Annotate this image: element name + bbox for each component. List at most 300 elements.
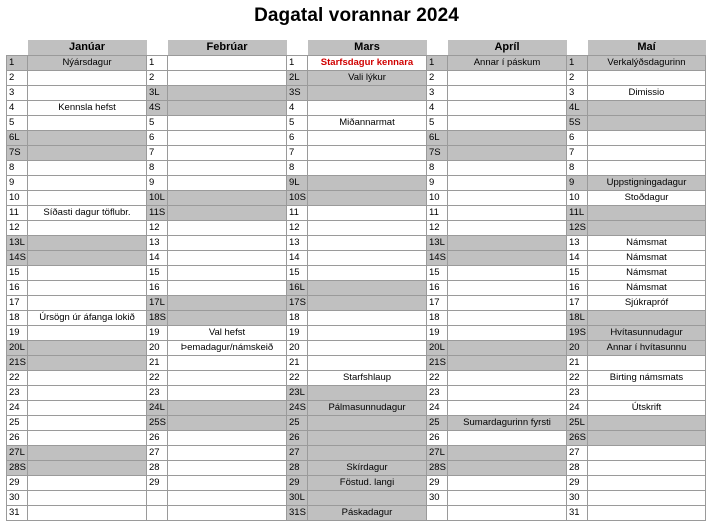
table-row (7, 326, 706, 341)
table-row (7, 236, 706, 251)
day-event (588, 461, 706, 476)
day-event (588, 386, 706, 401)
day-event (588, 446, 706, 461)
day-number: 24S (287, 401, 308, 416)
day-event: Annar í páskum (448, 56, 567, 71)
day-number: 18L (567, 311, 588, 326)
day-event (448, 206, 567, 221)
day-number: 11L (567, 206, 588, 221)
day-number: 7S (7, 146, 28, 161)
day-number: 25 (7, 416, 28, 431)
day-number: 11 (7, 206, 28, 221)
day-event (168, 281, 287, 296)
day-event (168, 356, 287, 371)
day-event (28, 266, 147, 281)
day-event: Nýársdagur (28, 56, 147, 71)
day-event (448, 431, 567, 446)
day-event (168, 176, 287, 191)
day-number: 27L (7, 446, 28, 461)
day-event: Pálmasunnudagur (308, 401, 427, 416)
day-number: 11 (427, 206, 448, 221)
day-event (448, 86, 567, 101)
day-number: 13 (147, 236, 168, 251)
day-event (308, 416, 427, 431)
day-event: Námsmat (588, 266, 706, 281)
day-event (448, 71, 567, 86)
day-event (308, 341, 427, 356)
day-event (28, 356, 147, 371)
day-event (448, 191, 567, 206)
table-row (7, 131, 706, 146)
day-number: 4 (427, 101, 448, 116)
day-number: 25L (567, 416, 588, 431)
day-number: 13 (567, 236, 588, 251)
day-event (308, 206, 427, 221)
table-row (7, 101, 706, 116)
day-number: 7 (567, 146, 588, 161)
day-number: 14 (147, 251, 168, 266)
day-number: 5 (147, 116, 168, 131)
day-event (448, 386, 567, 401)
day-event (308, 86, 427, 101)
day-number: 29 (427, 476, 448, 491)
day-number: 9 (147, 176, 168, 191)
empty-cell (168, 506, 287, 521)
day-number: 26S (567, 431, 588, 446)
day-event (28, 491, 147, 506)
day-event (168, 401, 287, 416)
day-number: 20 (147, 341, 168, 356)
day-event: Föstud. langi (308, 476, 427, 491)
day-event (588, 131, 706, 146)
month-header-april: Apríl (448, 40, 567, 56)
day-event (588, 356, 706, 371)
day-number: 2 (567, 71, 588, 86)
day-event (588, 161, 706, 176)
day-number: 16 (7, 281, 28, 296)
day-number: 7 (147, 146, 168, 161)
day-number: 3L (147, 86, 168, 101)
day-event (588, 71, 706, 86)
day-number: 10 (7, 191, 28, 206)
day-number: 9 (427, 176, 448, 191)
day-event (308, 356, 427, 371)
table-row (7, 446, 706, 461)
day-event (168, 236, 287, 251)
day-event (448, 221, 567, 236)
day-event (448, 161, 567, 176)
day-number: 15 (287, 266, 308, 281)
day-number: 14 (287, 251, 308, 266)
day-event: Sjúkrapróf (588, 296, 706, 311)
day-number: 17 (427, 296, 448, 311)
day-number: 11S (147, 206, 168, 221)
month-header-mai: Maí (588, 40, 706, 56)
day-event (308, 221, 427, 236)
day-event (448, 116, 567, 131)
day-number: 16 (427, 281, 448, 296)
table-row (7, 416, 706, 431)
day-number: 12 (147, 221, 168, 236)
day-event (28, 341, 147, 356)
day-event (448, 326, 567, 341)
day-number: 30 (7, 491, 28, 506)
day-event (168, 146, 287, 161)
day-number: 1 (7, 56, 28, 71)
day-number: 30 (567, 491, 588, 506)
day-event (308, 311, 427, 326)
day-event (448, 281, 567, 296)
day-event (588, 221, 706, 236)
table-row (7, 176, 706, 191)
day-event: Uppstigningadagur (588, 176, 706, 191)
day-number: 23 (7, 386, 28, 401)
day-number: 9 (7, 176, 28, 191)
day-event: Úrsögn úr áfanga lokið (28, 311, 147, 326)
table-row (7, 386, 706, 401)
day-number: 19 (7, 326, 28, 341)
day-number: 8 (427, 161, 448, 176)
day-number: 29 (287, 476, 308, 491)
day-number: 5 (427, 116, 448, 131)
day-number: 21S (427, 356, 448, 371)
day-event (448, 251, 567, 266)
day-event (28, 71, 147, 86)
day-number: 15 (567, 266, 588, 281)
day-number: 13 (287, 236, 308, 251)
day-event (168, 116, 287, 131)
empty-cell (147, 491, 168, 506)
day-event (168, 416, 287, 431)
day-event: Skírdagur (308, 461, 427, 476)
day-event (28, 191, 147, 206)
day-number: 31S (287, 506, 308, 521)
day-number: 10L (147, 191, 168, 206)
day-event (168, 431, 287, 446)
day-event: Námsmat (588, 281, 706, 296)
day-number: 24L (147, 401, 168, 416)
table-row (7, 296, 706, 311)
day-number: 12 (7, 221, 28, 236)
day-number: 12 (287, 221, 308, 236)
day-event (168, 461, 287, 476)
day-event (588, 491, 706, 506)
day-number: 25S (147, 416, 168, 431)
month-header-februar: Febrúar (168, 40, 287, 56)
day-event: Námsmat (588, 251, 706, 266)
day-event (448, 266, 567, 281)
day-number: 25 (287, 416, 308, 431)
day-event (308, 131, 427, 146)
day-number: 3 (567, 86, 588, 101)
table-row (7, 311, 706, 326)
day-number: 2 (147, 71, 168, 86)
day-event (168, 131, 287, 146)
day-number: 18 (427, 311, 448, 326)
day-number: 6 (567, 131, 588, 146)
day-event (588, 431, 706, 446)
table-row (7, 461, 706, 476)
day-number: 22 (427, 371, 448, 386)
day-number: 19S (567, 326, 588, 341)
day-event (308, 386, 427, 401)
day-event (448, 341, 567, 356)
day-event (448, 476, 567, 491)
day-number: 18 (7, 311, 28, 326)
day-event (308, 191, 427, 206)
day-number: 3 (427, 86, 448, 101)
empty-cell (448, 506, 567, 521)
day-event (588, 116, 706, 131)
day-number: 5S (567, 116, 588, 131)
day-number: 2 (7, 71, 28, 86)
day-number: 8 (287, 161, 308, 176)
day-event (448, 101, 567, 116)
day-event (448, 491, 567, 506)
day-number: 8 (7, 161, 28, 176)
day-number: 15 (7, 266, 28, 281)
day-event (308, 266, 427, 281)
day-number: 21 (567, 356, 588, 371)
day-event: Páskadagur (308, 506, 427, 521)
day-number: 24 (7, 401, 28, 416)
day-event: Stoðdagur (588, 191, 706, 206)
day-number: 19 (147, 326, 168, 341)
day-number: 14S (7, 251, 28, 266)
day-event (168, 86, 287, 101)
day-number: 25 (427, 416, 448, 431)
day-number: 30 (427, 491, 448, 506)
day-event (308, 326, 427, 341)
day-number: 17 (7, 296, 28, 311)
day-event (588, 101, 706, 116)
day-event (448, 371, 567, 386)
day-number: 26 (427, 431, 448, 446)
day-number: 1 (147, 56, 168, 71)
day-number: 31 (7, 506, 28, 521)
table-row (7, 431, 706, 446)
day-number: 12 (427, 221, 448, 236)
table-row (7, 206, 706, 221)
day-number: 16L (287, 281, 308, 296)
calendar-body (7, 56, 706, 521)
table-row (7, 356, 706, 371)
day-number: 6L (427, 131, 448, 146)
day-number: 4 (287, 101, 308, 116)
empty-cell (427, 506, 448, 521)
day-event (168, 101, 287, 116)
day-number: 23L (287, 386, 308, 401)
day-number: 29 (147, 476, 168, 491)
day-number: 19 (427, 326, 448, 341)
day-number: 24 (427, 401, 448, 416)
day-number: 28 (147, 461, 168, 476)
day-event (168, 386, 287, 401)
day-event (28, 161, 147, 176)
day-event (28, 116, 147, 131)
day-number: 28 (567, 461, 588, 476)
day-event (308, 176, 427, 191)
day-number: 22 (147, 371, 168, 386)
day-event (448, 176, 567, 191)
table-row (7, 506, 706, 521)
day-event (448, 311, 567, 326)
day-event: Námsmat (588, 236, 706, 251)
day-event (28, 176, 147, 191)
day-number: 17S (287, 296, 308, 311)
day-event: Verkalýðsdagurinn (588, 56, 706, 71)
day-event (448, 446, 567, 461)
day-number: 7S (427, 146, 448, 161)
table-row (7, 491, 706, 506)
day-event (168, 296, 287, 311)
day-event (28, 281, 147, 296)
day-number: 12S (567, 221, 588, 236)
day-event (28, 386, 147, 401)
day-number: 14 (567, 251, 588, 266)
day-number: 9 (567, 176, 588, 191)
empty-cell (147, 506, 168, 521)
day-event: Síðasti dagur töflubr. (28, 206, 147, 221)
day-event (168, 161, 287, 176)
table-row (7, 86, 706, 101)
day-number: 1 (287, 56, 308, 71)
day-event (28, 131, 147, 146)
day-event (28, 251, 147, 266)
day-event (308, 296, 427, 311)
day-event (28, 146, 147, 161)
day-event (448, 131, 567, 146)
day-event (28, 416, 147, 431)
day-event: Kennsla hefst (28, 101, 147, 116)
table-row (7, 251, 706, 266)
day-event (308, 491, 427, 506)
day-number: 23 (427, 386, 448, 401)
day-event (308, 161, 427, 176)
day-number: 5 (287, 116, 308, 131)
day-number: 18S (147, 311, 168, 326)
day-event (28, 86, 147, 101)
day-event (28, 326, 147, 341)
day-number: 1 (427, 56, 448, 71)
day-event (168, 191, 287, 206)
day-event (448, 356, 567, 371)
day-event (448, 146, 567, 161)
day-event (168, 71, 287, 86)
day-event (28, 296, 147, 311)
day-number: 26 (7, 431, 28, 446)
day-number: 27L (427, 446, 448, 461)
day-number: 5 (7, 116, 28, 131)
day-number: 15 (147, 266, 168, 281)
day-event (588, 416, 706, 431)
day-event (168, 311, 287, 326)
day-number: 28S (427, 461, 448, 476)
day-number: 21S (7, 356, 28, 371)
day-event: Annar í hvítasunnu (588, 341, 706, 356)
day-number: 10 (427, 191, 448, 206)
day-number: 29 (7, 476, 28, 491)
day-number: 30L (287, 491, 308, 506)
day-event (28, 446, 147, 461)
table-row (7, 371, 706, 386)
day-number: 21 (287, 356, 308, 371)
table-row (7, 71, 706, 86)
day-number: 27 (287, 446, 308, 461)
day-event (308, 236, 427, 251)
day-event (168, 371, 287, 386)
day-event (28, 431, 147, 446)
day-number: 1 (567, 56, 588, 71)
day-event: Starfshlaup (308, 371, 427, 386)
day-number: 16 (567, 281, 588, 296)
day-event (168, 56, 287, 71)
day-number: 10 (567, 191, 588, 206)
calendar-table (6, 40, 706, 521)
day-number: 13L (427, 236, 448, 251)
day-number: 8 (567, 161, 588, 176)
day-event (448, 461, 567, 476)
month-header-januar: Janúar (28, 40, 147, 56)
day-number: 4L (567, 101, 588, 116)
day-number: 29 (567, 476, 588, 491)
day-event: Þemadagur/námskeið (168, 341, 287, 356)
day-number: 16 (147, 281, 168, 296)
table-row (7, 146, 706, 161)
day-event: Útskrift (588, 401, 706, 416)
day-number: 10S (287, 191, 308, 206)
day-number: 20 (287, 341, 308, 356)
day-event: Val hefst (168, 326, 287, 341)
day-number: 31 (567, 506, 588, 521)
day-number: 3 (7, 86, 28, 101)
day-event (168, 266, 287, 281)
day-event: Dimissio (588, 86, 706, 101)
month-header-row (7, 40, 706, 56)
day-number: 21 (147, 356, 168, 371)
month-header-mars: Mars (308, 40, 427, 56)
day-number: 23 (147, 386, 168, 401)
day-event (308, 101, 427, 116)
day-number: 22 (287, 371, 308, 386)
day-event (308, 431, 427, 446)
day-number: 20L (7, 341, 28, 356)
table-row (7, 56, 706, 71)
day-number: 18 (287, 311, 308, 326)
day-number: 9L (287, 176, 308, 191)
day-number: 22 (567, 371, 588, 386)
table-row (7, 221, 706, 236)
table-row (7, 161, 706, 176)
day-event (28, 236, 147, 251)
day-number: 2 (427, 71, 448, 86)
day-event (168, 446, 287, 461)
day-event (28, 401, 147, 416)
day-number: 24 (567, 401, 588, 416)
day-event (588, 311, 706, 326)
day-number: 27 (567, 446, 588, 461)
day-event: Miðannarmat (308, 116, 427, 131)
day-event (448, 236, 567, 251)
table-row (7, 266, 706, 281)
day-number: 20L (427, 341, 448, 356)
day-number: 6L (7, 131, 28, 146)
day-event (588, 146, 706, 161)
day-number: 13L (7, 236, 28, 251)
day-number: 8 (147, 161, 168, 176)
day-number: 26 (287, 431, 308, 446)
day-number: 19 (287, 326, 308, 341)
